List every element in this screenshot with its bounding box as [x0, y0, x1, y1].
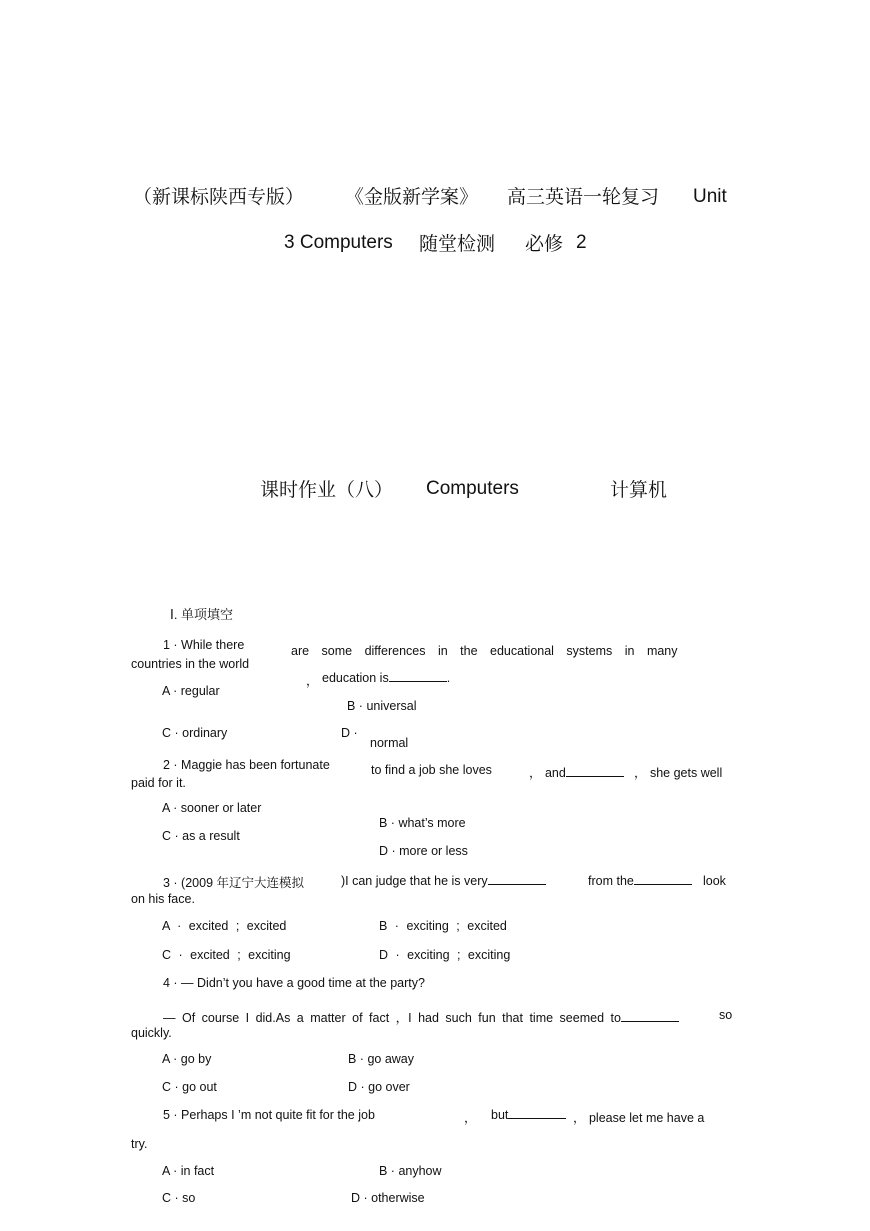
q1-option-c: C · ordinary: [162, 726, 228, 740]
q2-option-d: D · more or less: [379, 844, 468, 858]
q5-text-d: ， please let me have a: [573, 1111, 705, 1125]
q1-text-a: 1 · While there: [163, 638, 245, 652]
q3-text-a: 3 · (2009 年辽宁大连模拟: [163, 876, 305, 890]
q2-text-c: [529, 763, 624, 781]
doc-title-line2-part3: 必修: [525, 234, 564, 255]
q3-blank-1: [488, 884, 546, 885]
q4-text-b-label: — Of course I did.As a matter of fact ，I had such fun that time seemed to: [163, 1011, 621, 1025]
q2-text-c-label: ， and: [529, 766, 566, 780]
doc-title-line2-part4: 2: [576, 232, 587, 253]
q3-option-d: D · exciting ; exciting: [379, 948, 511, 962]
q5-blank: [508, 1118, 566, 1119]
q1-text-e-label: education is: [322, 671, 389, 685]
subtitle-part3: 计算机: [610, 480, 668, 501]
doc-title-line2-part2: 随堂检测: [419, 234, 496, 255]
q4-option-d: D · go over: [348, 1080, 410, 1094]
subtitle-part2: Computers: [426, 478, 519, 499]
q1-text-e-end: .: [446, 671, 451, 685]
doc-title-part2: 《金版新学案》: [345, 187, 479, 208]
q2-blank: [566, 776, 624, 777]
q3-text-b: [341, 874, 546, 888]
q4-text-c: so: [719, 1008, 733, 1022]
q4-text-a: 4 · — Didn’t you have a good time at the party?: [163, 976, 425, 990]
q2-text-e: paid for it.: [131, 776, 186, 790]
subtitle-part1: 课时作业（八）: [260, 480, 394, 501]
doc-title-part3: 高三英语一轮复习: [507, 187, 660, 208]
q4-text-d: quickly.: [131, 1026, 172, 1040]
q5-option-b: B · anyhow: [379, 1164, 442, 1178]
q5-option-c: C · so: [162, 1191, 196, 1205]
q4-blank: [621, 1021, 679, 1022]
q1-blank: [389, 681, 447, 682]
doc-title-part1: （新课标陕西专版）: [133, 187, 305, 208]
section-title: Ⅰ. 单项填空: [170, 607, 234, 622]
q3-text-b-label: )I can judge that he is very: [341, 874, 488, 888]
q1-text-c: countries in the world: [131, 657, 250, 671]
q1-text-b: are some differences in the educational systems in many: [291, 644, 678, 658]
q1-option-d-label: D ·: [341, 726, 358, 740]
q5-text-c-label: but: [491, 1108, 509, 1122]
q2-option-b: B · what’s more: [379, 816, 466, 830]
q3-option-b: B · exciting ; excited: [379, 919, 507, 933]
q4-option-c: C · go out: [162, 1080, 217, 1094]
q5-text-e: try.: [131, 1137, 148, 1151]
q5-option-d: D · otherwise: [351, 1191, 425, 1205]
q3-option-c: C · excited ; exciting: [162, 948, 291, 962]
doc-title-line2-part1: 3 Computers: [284, 232, 393, 253]
q2-text-d: ， she gets well: [634, 766, 723, 780]
q5-text-b: ，: [464, 1111, 477, 1125]
q4-option-b: B · go away: [348, 1052, 415, 1066]
q5-option-a: A · in fact: [162, 1164, 215, 1178]
q1-text-e: [322, 671, 450, 685]
q3-option-a: A · excited ; excited: [162, 919, 287, 933]
q3-text-d: look: [703, 874, 726, 888]
q3-blank-2: [634, 884, 692, 885]
q1-option-d-text: normal: [370, 736, 409, 750]
q1-text-d: ，: [306, 674, 319, 688]
q1-option-a: A · regular: [162, 684, 220, 698]
q2-text-b: to find a job she loves: [371, 763, 492, 777]
q4-text-b: [163, 1008, 679, 1026]
q3-text-e: on his face.: [131, 892, 195, 906]
q5-text-c: [491, 1108, 566, 1122]
doc-title-part4: Unit: [693, 186, 727, 207]
q3-text-c-label: from the: [588, 874, 634, 888]
q5-text-a: 5 · Perhaps I ’m not quite fit for the job: [163, 1108, 375, 1122]
q2-option-a: A · sooner or later: [162, 801, 262, 815]
q2-text-a: 2 · Maggie has been fortunate: [163, 758, 330, 772]
q2-option-c: C · as a result: [162, 829, 240, 843]
q3-text-c: [588, 874, 692, 888]
q4-option-a: A · go by: [162, 1052, 212, 1066]
q1-option-b: B · universal: [347, 699, 417, 713]
